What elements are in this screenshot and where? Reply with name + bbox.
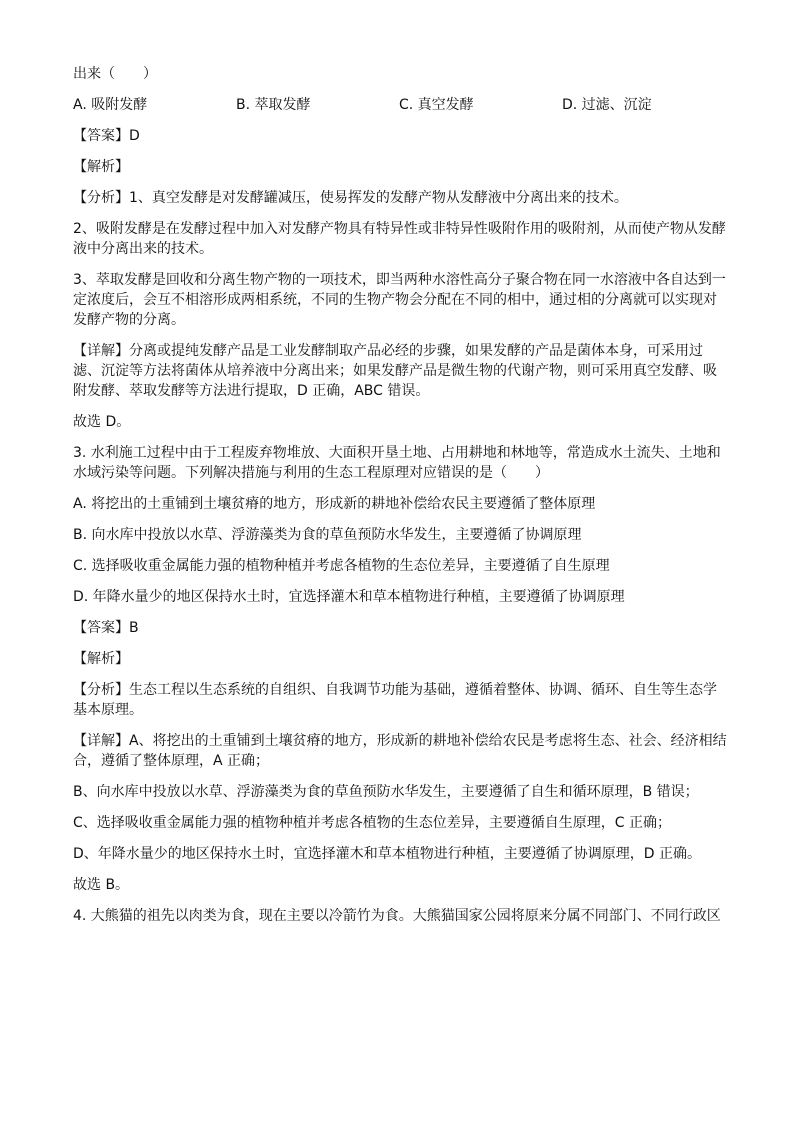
question-3-option-c: C. 选择吸收重金属能力强的植物种植并考虑各植物的生态位差异，主要遵循了自生原理 [73,558,610,574]
detailed-explanation: 【详解】分离或提纯发酵产品是工业发酵制取产品必经的步骤，如果发酵的产品是菌体本身，可采用过滤、沉淀等方法将菌体从培养液中分离出来；如果发酵产品是微生物的代谢产物，则可采用真空发酵、吸附发酵、萃取发酵等方法进行提取，D 正确，ABC 错误。 [73,343,717,399]
analysis-point-2: 2、吸附发酵是在发酵过程中加入对发酵产物具有特异性或非特异性吸附作用的吸附剂，从而使产物从发酵液中分离出来的技术。 [73,221,726,257]
option-c: C. 真空发酵 [399,97,474,113]
analysis-heading: 【解析】 [73,651,129,667]
detailed-explanation-a: 【详解】A、将挖出的土重铺到土壤贫瘠的地方，形成新的耕地补偿给农民是考虑将生态、社会、经济相结合，遵循了整体原理，A 正确； [73,733,727,769]
final-choice: 故选 B。 [73,877,130,893]
question-3-option-d: D. 年降水量少的地区保持水土时，宜选择灌木和草本植物进行种植，主要遵循了协调原理 [73,589,625,605]
question-3-option-a: A. 将挖出的土重铺到土壤贫瘠的地方，形成新的耕地补偿给农民主要遵循了整体原理 [73,496,596,512]
detailed-explanation-b: B、向水库中投放以水草、浮游藻类为食的草鱼预防水华发生，主要遵循了自生和循环原理，B 错误； [73,784,699,800]
question-4-stem: 4. 大熊猫的祖先以肉类为食，现在主要以冷箭竹为食。大熊猫国家公园将原来分属不同部门、不同行政区 [73,908,721,924]
analysis-summary: 【分析】生态工程以生态系统的自组织、自我调节功能为基础，遵循着整体、协调、循环、自生等生态学基本原理。 [73,682,717,718]
detailed-explanation-c: C、选择吸收重金属能力强的植物种植并考虑各植物的生态位差异，主要遵循自生原理，C 正确； [73,815,671,831]
question-2-tail: 出来（ ） [73,66,157,82]
analysis-heading: 【解析】 [73,159,129,175]
analysis-point-1: 【分析】1、真空发酵是对发酵罐减压，使易挥发的发酵产物从发酵液中分离出来的技术。 [73,190,628,206]
option-a: A. 吸附发酵 [73,97,148,113]
answer-label: 【答案】B [73,620,139,636]
analysis-point-3: 3、萃取发酵是回收和分离生物产物的一项技术，即当两种水溶性高分子聚合物在同一水溶液中各自达到一定浓度后，会互不相溶形成两相系统，不同的生物产物会分配在不同的相中，通过相的分离就可以实现对发酵产物的分离。 [73,272,726,328]
option-b: B. 萃取发酵 [236,97,311,113]
answer-label: 【答案】D [73,128,140,144]
question-3-stem: 3. 水利施工过程中由于工程废弃物堆放、大面积开垦土地、占用耕地和林地等，常造成水土流失、土地和水域污染等问题。下列解决措施与利用的生态工程原理对应错误的是（ ） [73,445,721,481]
question-3-option-b: B. 向水库中投放以水草、浮游藻类为食的草鱼预防水华发生，主要遵循了协调原理 [73,527,582,543]
document-content [73,64,728,937]
option-d: D. 过滤、沉淀 [562,97,652,113]
question-2-options [73,95,728,115]
final-choice: 故选 D。 [73,414,131,430]
detailed-explanation-d: D、年降水量少的地区保持水土时，宜选择灌木和草本植物进行种植，主要遵循了协调原理，D 正确。 [73,846,702,862]
